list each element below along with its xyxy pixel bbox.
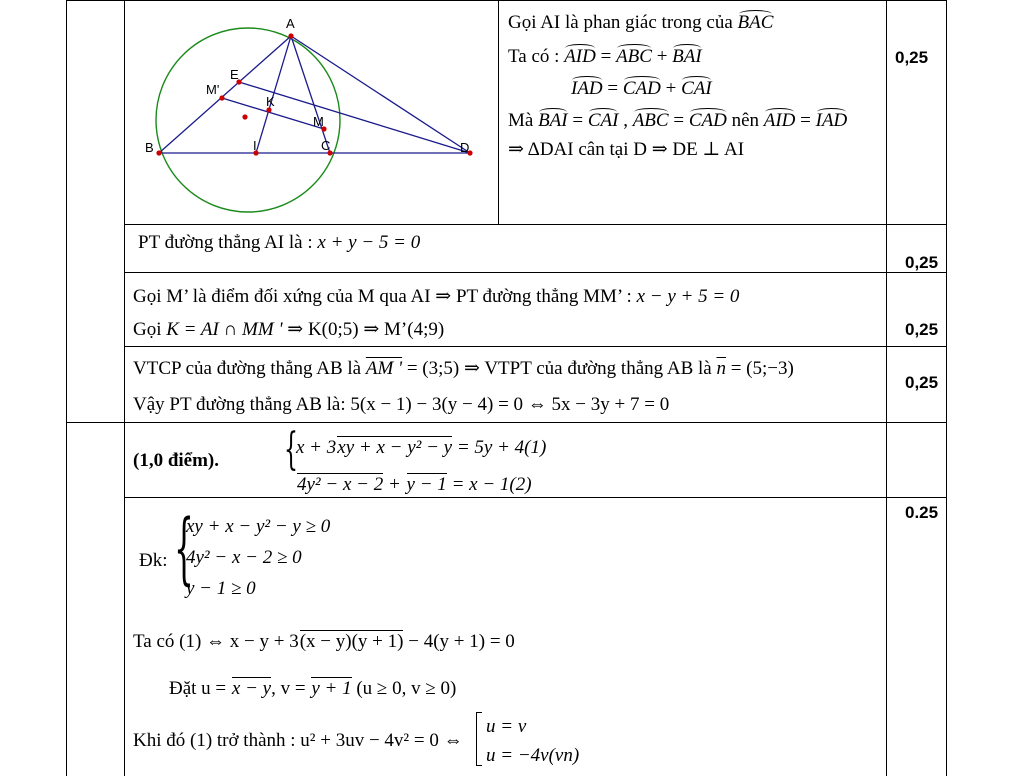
geometry-figure [126,2,498,224]
label-C: C [321,138,331,153]
dk-cond3: y − 1 ≥ 0 [186,578,256,599]
label-M-prime: M' [206,82,220,97]
table-border-right [946,0,947,776]
table-border-top [66,0,947,1]
taco-line: Ta có (1) ⇔ x − y + 3(x − y)(y + 1) − 4(y + 1) = 0 [133,631,515,652]
circle-center [242,114,247,119]
label-A: A [286,16,295,31]
row1-line3: IAD = CAD + CAI [571,78,712,99]
row-line-3 [124,346,947,347]
dat-line: Đặt u = x − y, v = y + 1 (u ≥ 0, v ≥ 0) [169,678,457,699]
row1-line2: Ta có : AID = ABC + BAI [508,46,702,67]
dk-brace: { [174,504,194,594]
figure-divider [498,0,499,224]
row4-line2: Vậy PT đường thẳng AB là: 5(x − 1) − 3(y − 4) = 0 ⇔ 5x − 3y + 7 = 0 [133,394,670,415]
row5-eq1: x + 3xy + x − y² − y = 5y + 4(1) [296,437,547,458]
score-row1: 0,25 [895,48,929,67]
table-border-left [66,0,67,776]
khi-option2: u = −4v(vn) [486,745,580,766]
col-divider-1 [124,0,125,776]
row-line-4 [66,422,947,423]
segment-AD [291,36,470,153]
dk-label: Đk: [139,550,168,571]
score-row3: 0,25 [905,320,939,339]
dk-cond2: 4y² − x − 2 ≥ 0 [186,547,302,568]
col-divider-2 [886,0,887,776]
row2-text: PT đường thẳng AI là : x + y − 5 = 0 [138,232,421,253]
label-I: I [253,138,257,153]
score-row2: 0,25 [905,253,939,272]
row1-line4: Mà BAI = CAI , ABC = CAD nên AID = IAD [508,110,848,131]
score-row4: 0,25 [905,373,939,392]
khi-bracket [476,712,482,766]
row5-label: (1,0 điểm). [133,450,220,471]
score-row6: 0.25 [905,503,939,522]
label-D: D [460,140,470,155]
label-E: E [230,67,239,82]
segment-AC [291,36,330,153]
dk-cond1: xy + x − y² − y ≥ 0 [186,516,331,537]
row5-brace: { [284,424,298,475]
row4-line1: VTCP của đường thẳng AB là AM ' = (3;5) ⇒ VTPT của đường thẳng AB là $\overline{n}$ = (5;−3) [133,358,794,379]
row3-line1: Gọi M’ là điểm đối xứng của M qua AI ⇒ PT đường thẳng MM’ : x − y + 5 = 0 [133,286,740,307]
row1-line1: Gọi AI là phan giác trong của BAC [508,12,774,33]
khi-option1: u = v [486,716,527,737]
label-M: M [313,114,324,129]
row-line-2 [124,272,947,273]
khi-line: Khi đó (1) trở thành : u² + 3uv − 4v² = 0 ⇔ [133,730,463,751]
row-line-1 [124,224,947,225]
row-line-5 [124,497,947,498]
label-B: B [145,140,154,155]
row1-line5: ⇒ ΔDAI cân tại D ⇒ DE ⊥ AI [508,139,745,160]
segment-ED [239,82,470,153]
row3-line2: Gọi K = AI ∩ MM ' ⇒ K(0;5) ⇒ M’(4;9) [133,319,445,340]
label-K: K [266,94,275,109]
row5-eq2: 4y² − x − 2 + y − 1 = x − 1(2) [297,474,532,495]
